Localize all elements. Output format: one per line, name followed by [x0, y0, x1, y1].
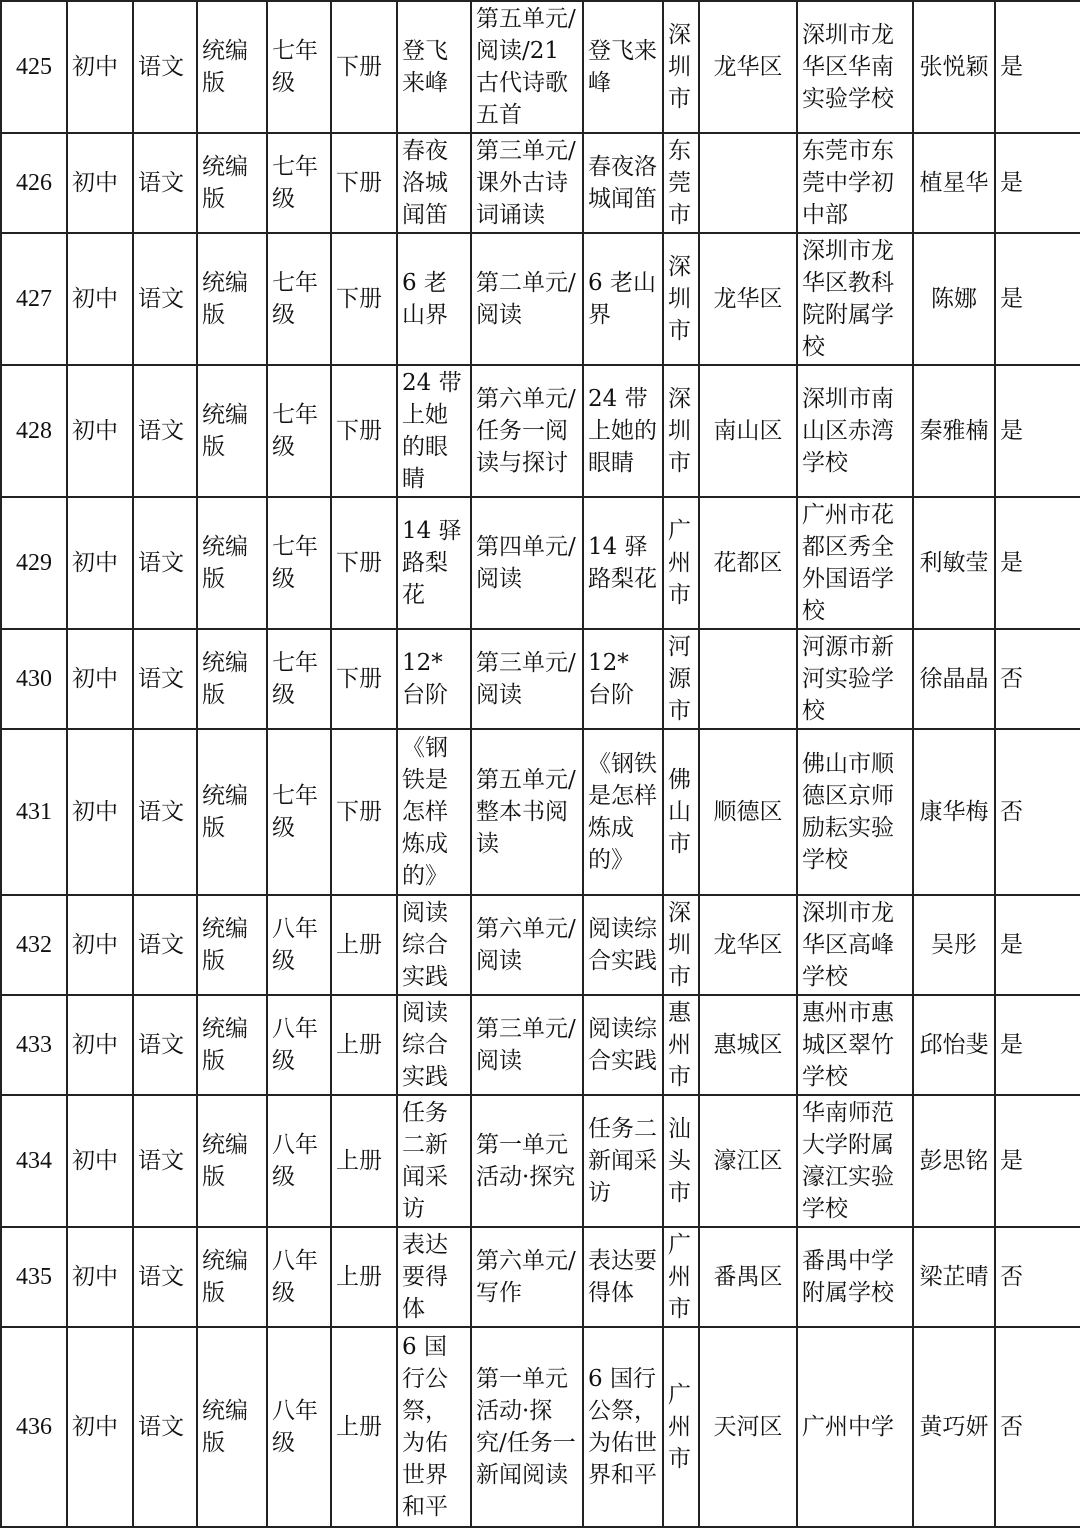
grade: 八年级 [267, 895, 331, 995]
city: 河源市 [663, 629, 699, 729]
grade: 八年级 [267, 1227, 331, 1327]
flag: 是 [995, 1, 1080, 133]
unit: 第三单元/阅读 [471, 995, 583, 1095]
edition: 统编版 [197, 497, 267, 629]
edition: 统编版 [197, 629, 267, 729]
unit: 第六单元/写作 [471, 1227, 583, 1327]
teacher: 陈娜 [913, 233, 995, 365]
city: 深圳市 [663, 895, 699, 995]
lesson-title: 24 带上她的眼睛 [583, 365, 663, 497]
subject: 语文 [133, 365, 197, 497]
table-row [1, 1095, 1080, 1227]
school-level: 初中 [67, 1, 133, 133]
school-level: 初中 [67, 895, 133, 995]
edition: 统编版 [197, 133, 267, 233]
edition: 统编版 [197, 1227, 267, 1327]
school: 深圳市南山区赤湾学校 [797, 365, 913, 497]
flag: 否 [995, 1327, 1080, 1527]
city: 汕头市 [663, 1095, 699, 1227]
volume: 上册 [331, 895, 397, 995]
table-row [1, 1, 1080, 133]
district: 濠江区 [699, 1095, 797, 1227]
district: 番禺区 [699, 1227, 797, 1327]
unit: 第四单元/阅读 [471, 497, 583, 629]
grade: 七年级 [267, 629, 331, 729]
teacher: 张悦颖 [913, 1, 995, 133]
lesson-title: 12* 台阶 [583, 629, 663, 729]
table-row [1, 629, 1080, 729]
school-level: 初中 [67, 1095, 133, 1227]
volume: 下册 [331, 497, 397, 629]
unit: 第六单元/阅读 [471, 895, 583, 995]
grade: 七年级 [267, 729, 331, 895]
lesson-title: 14 驿路梨花 [583, 497, 663, 629]
edition: 统编版 [197, 365, 267, 497]
volume: 下册 [331, 133, 397, 233]
lesson: 春夜洛城闻笛 [397, 133, 471, 233]
lesson: 阅读综合实践 [397, 895, 471, 995]
unit: 第一单元活动·探究/任务一新闻阅读 [471, 1327, 583, 1527]
school: 佛山市顺德区京师励耘实验学校 [797, 729, 913, 895]
lesson: 6 老山界 [397, 233, 471, 365]
table-row [1, 1327, 1080, 1527]
lesson: 14 驿路梨花 [397, 497, 471, 629]
volume: 上册 [331, 995, 397, 1095]
lesson-title: 《钢铁是怎样炼成的》 [583, 729, 663, 895]
edition: 统编版 [197, 995, 267, 1095]
grade: 七年级 [267, 133, 331, 233]
row-number: 428 [1, 365, 67, 497]
flag: 是 [995, 365, 1080, 497]
district: 龙华区 [699, 233, 797, 365]
school: 深圳市龙华区高峰学校 [797, 895, 913, 995]
district [699, 133, 797, 233]
teacher: 彭思铭 [913, 1095, 995, 1227]
lesson: 表达要得体 [397, 1227, 471, 1327]
district: 天河区 [699, 1327, 797, 1527]
unit: 第一单元活动·探究 [471, 1095, 583, 1227]
subject: 语文 [133, 1095, 197, 1227]
school-level: 初中 [67, 133, 133, 233]
school-level: 初中 [67, 1227, 133, 1327]
lesson-title: 6 老山界 [583, 233, 663, 365]
row-number: 429 [1, 497, 67, 629]
lesson-title: 6 国行公祭，为佑世界和平 [583, 1327, 663, 1527]
district [699, 629, 797, 729]
edition: 统编版 [197, 895, 267, 995]
row-number: 435 [1, 1227, 67, 1327]
table-row [1, 1227, 1080, 1327]
edition: 统编版 [197, 729, 267, 895]
lesson-title: 春夜洛城闻笛 [583, 133, 663, 233]
row-number: 436 [1, 1327, 67, 1527]
flag: 否 [995, 729, 1080, 895]
teacher: 黄巧妍 [913, 1327, 995, 1527]
lesson-title: 阅读综合实践 [583, 895, 663, 995]
volume: 下册 [331, 233, 397, 365]
lesson: 任务二新闻采访 [397, 1095, 471, 1227]
flag: 否 [995, 1227, 1080, 1327]
city: 广州市 [663, 1327, 699, 1527]
city: 广州市 [663, 1227, 699, 1327]
lesson: 阅读综合实践 [397, 995, 471, 1095]
volume: 上册 [331, 1327, 397, 1527]
volume: 上册 [331, 1095, 397, 1227]
volume: 下册 [331, 365, 397, 497]
teacher: 秦雅楠 [913, 365, 995, 497]
unit: 第二单元/阅读 [471, 233, 583, 365]
flag: 是 [995, 895, 1080, 995]
school: 东莞市东莞中学初中部 [797, 133, 913, 233]
teacher: 徐晶晶 [913, 629, 995, 729]
flag: 否 [995, 629, 1080, 729]
volume: 上册 [331, 1227, 397, 1327]
district: 花都区 [699, 497, 797, 629]
school: 番禺中学附属学校 [797, 1227, 913, 1327]
subject: 语文 [133, 995, 197, 1095]
row-number: 427 [1, 233, 67, 365]
city: 惠州市 [663, 995, 699, 1095]
lesson: 《钢铁是怎样炼成的》 [397, 729, 471, 895]
lesson-title: 任务二新闻采访 [583, 1095, 663, 1227]
city: 佛山市 [663, 729, 699, 895]
district: 顺德区 [699, 729, 797, 895]
row-number: 434 [1, 1095, 67, 1227]
grade: 八年级 [267, 995, 331, 1095]
subject: 语文 [133, 895, 197, 995]
volume: 下册 [331, 729, 397, 895]
flag: 是 [995, 497, 1080, 629]
school: 广州中学 [797, 1327, 913, 1527]
lesson: 6 国行公祭，为佑世界和平 [397, 1327, 471, 1527]
school-level: 初中 [67, 365, 133, 497]
row-number: 433 [1, 995, 67, 1095]
district: 惠城区 [699, 995, 797, 1095]
subject: 语文 [133, 1327, 197, 1527]
school: 华南师范大学附属濠江实验学校 [797, 1095, 913, 1227]
table-row [1, 895, 1080, 995]
table-row [1, 233, 1080, 365]
subject: 语文 [133, 497, 197, 629]
unit: 第三单元/阅读 [471, 629, 583, 729]
flag: 是 [995, 133, 1080, 233]
district: 南山区 [699, 365, 797, 497]
table-row [1, 497, 1080, 629]
table-row [1, 729, 1080, 895]
district: 龙华区 [699, 895, 797, 995]
row-number: 430 [1, 629, 67, 729]
teacher: 吴彤 [913, 895, 995, 995]
row-number: 432 [1, 895, 67, 995]
lesson-title: 表达要得体 [583, 1227, 663, 1327]
district: 龙华区 [699, 1, 797, 133]
grade: 七年级 [267, 233, 331, 365]
row-number: 425 [1, 1, 67, 133]
city: 深圳市 [663, 233, 699, 365]
subject: 语文 [133, 1, 197, 133]
school-level: 初中 [67, 233, 133, 365]
grade: 八年级 [267, 1327, 331, 1527]
unit: 第五单元/阅读/21古代诗歌五首 [471, 1, 583, 133]
city: 深圳市 [663, 365, 699, 497]
table-body [1, 1, 1080, 1527]
lesson: 12* 台阶 [397, 629, 471, 729]
lesson-title: 登飞来峰 [583, 1, 663, 133]
grade: 七年级 [267, 365, 331, 497]
table-row [1, 133, 1080, 233]
teacher: 邱怡斐 [913, 995, 995, 1095]
flag: 是 [995, 233, 1080, 365]
table-row [1, 995, 1080, 1095]
city: 广州市 [663, 497, 699, 629]
edition: 统编版 [197, 1095, 267, 1227]
city: 东莞市 [663, 133, 699, 233]
teacher: 利敏莹 [913, 497, 995, 629]
unit: 第三单元/课外古诗词诵读 [471, 133, 583, 233]
school: 广州市花都区秀全外国语学校 [797, 497, 913, 629]
edition: 统编版 [197, 1327, 267, 1527]
subject: 语文 [133, 133, 197, 233]
school-level: 初中 [67, 995, 133, 1095]
row-number: 431 [1, 729, 67, 895]
teacher: 植星华 [913, 133, 995, 233]
row-number: 426 [1, 133, 67, 233]
grade: 七年级 [267, 1, 331, 133]
volume: 下册 [331, 629, 397, 729]
subject: 语文 [133, 233, 197, 365]
subject: 语文 [133, 729, 197, 895]
subject: 语文 [133, 1227, 197, 1327]
teacher: 康华梅 [913, 729, 995, 895]
volume: 下册 [331, 1, 397, 133]
edition: 统编版 [197, 1, 267, 133]
school: 深圳市龙华区教科院附属学校 [797, 233, 913, 365]
school: 惠州市惠城区翠竹学校 [797, 995, 913, 1095]
edition: 统编版 [197, 233, 267, 365]
school-level: 初中 [67, 729, 133, 895]
lesson: 登飞来峰 [397, 1, 471, 133]
grade: 七年级 [267, 497, 331, 629]
lesson: 24 带上她的眼睛 [397, 365, 471, 497]
flag: 是 [995, 995, 1080, 1095]
school-level: 初中 [67, 497, 133, 629]
lesson-title: 阅读综合实践 [583, 995, 663, 1095]
school-level: 初中 [67, 629, 133, 729]
table-row [1, 365, 1080, 497]
unit: 第五单元/整本书阅读 [471, 729, 583, 895]
unit: 第六单元/任务一阅读与探讨 [471, 365, 583, 497]
flag: 是 [995, 1095, 1080, 1227]
school: 河源市新河实验学校 [797, 629, 913, 729]
city: 深圳市 [663, 1, 699, 133]
grade: 八年级 [267, 1095, 331, 1227]
school-level: 初中 [67, 1327, 133, 1527]
subject: 语文 [133, 629, 197, 729]
school: 深圳市龙华区华南实验学校 [797, 1, 913, 133]
teacher: 梁芷晴 [913, 1227, 995, 1327]
